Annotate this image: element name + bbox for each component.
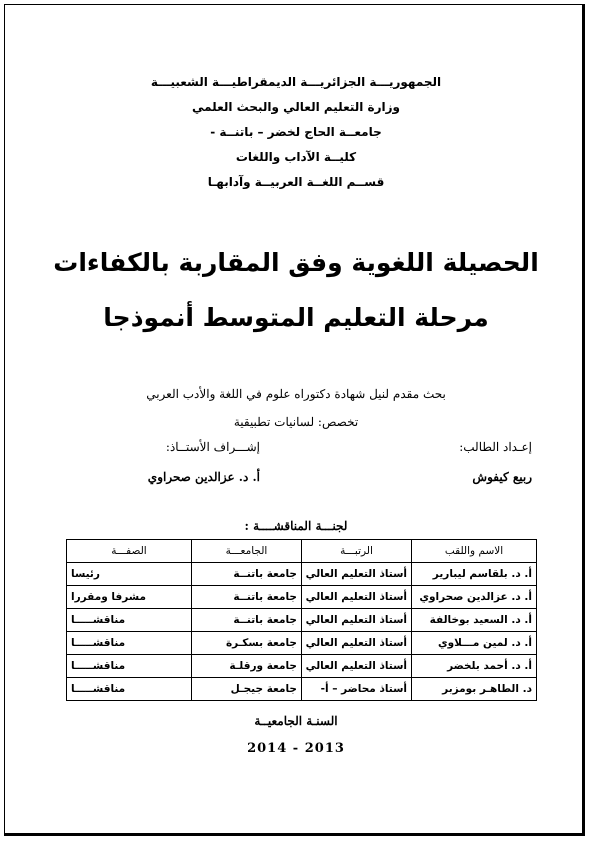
member-university: جامعة جيجـل xyxy=(192,678,302,701)
thesis-specialty: تخصص: لسانيات تطبيقية xyxy=(233,415,359,429)
committee-table xyxy=(66,539,537,701)
title-line-2: مرحلة التعليم المتوسط أنموذجا xyxy=(103,303,489,332)
table-row xyxy=(67,632,537,655)
supervisor-block xyxy=(60,432,260,492)
republic-name: الجمهوريـــة الجزائريـــة الديمقراطيـــة الشعبيـــة xyxy=(150,75,442,89)
university-name: جامعــة الحاج لخضر – باتنــة - xyxy=(210,125,382,139)
column-header: الجامعـــة xyxy=(192,540,302,563)
member-role: مناقشـــــا xyxy=(67,632,192,655)
member-name: أ. د. عزالدين صحراوي xyxy=(412,586,537,609)
member-role: رئيسا xyxy=(67,563,192,586)
table-row xyxy=(67,655,537,678)
supervisor-name: أ. د. عزالدين صحراوي xyxy=(147,470,260,484)
member-rank: أستاذ التعليم العالي xyxy=(302,586,412,609)
thesis-purpose: بحث مقدم لنيل شهادة دكتوراه علوم في اللغة والأدب العربي xyxy=(146,387,446,401)
member-role: مشرفا ومقررا xyxy=(67,586,192,609)
supervisor-label: إشـــراف الأستــاذ: xyxy=(165,440,260,454)
table-row xyxy=(67,586,537,609)
member-university: جامعة باتنــة xyxy=(192,609,302,632)
institution-header xyxy=(0,70,592,195)
member-name: أ. د. السعيد بوخالفة xyxy=(412,609,537,632)
member-role: مناقشـــــا xyxy=(67,678,192,701)
member-name: د. الطاهـر بومزبر xyxy=(412,678,537,701)
member-name: أ. د. بلقاسم ليبارير xyxy=(412,563,537,586)
academic-year-label: السنـة الجامعيــة xyxy=(254,714,338,728)
member-rank: أستاذ التعليم العالي xyxy=(302,609,412,632)
member-name: أ. د. أحمد بلخضر xyxy=(412,655,537,678)
department-name: قســم اللغــة العربيــة وآدابهـا xyxy=(207,175,385,189)
column-header: الصفـــة xyxy=(67,540,192,563)
academic-year-section xyxy=(0,707,592,763)
table-row xyxy=(67,563,537,586)
thesis-title xyxy=(20,235,572,345)
student-block xyxy=(332,432,532,492)
member-university: جامعة بسكـرة xyxy=(192,632,302,655)
column-header: الاسم واللقب xyxy=(412,540,537,563)
committee-title: لجنـــة المناقشــــة : xyxy=(244,519,348,533)
table-row xyxy=(67,678,537,701)
thesis-info xyxy=(0,380,592,436)
faculty-name: كليــة الآداب واللغات xyxy=(235,150,357,164)
member-university: جامعة باتنــة xyxy=(192,563,302,586)
student-label: إعـداد الطالب: xyxy=(459,440,532,454)
member-role: مناقشـــــا xyxy=(67,655,192,678)
table-header-row xyxy=(67,540,537,563)
member-role: مناقشـــــا xyxy=(67,609,192,632)
member-university: جامعة باتنــة xyxy=(192,586,302,609)
ministry-name: وزارة التعليم العالي والبحث العلمي xyxy=(191,100,401,114)
member-rank: أستاذ التعليم العالي xyxy=(302,563,412,586)
member-name: أ. د. لمين مـــلاوي xyxy=(412,632,537,655)
member-rank: أستاذ التعليم العالي xyxy=(302,655,412,678)
academic-year-value: 2014 - 2013 xyxy=(247,741,345,756)
member-rank: أستاذ التعليم العالي xyxy=(302,632,412,655)
student-name: ربيع كيفوش xyxy=(472,470,532,484)
member-university: جامعة ورقلـة xyxy=(192,655,302,678)
table-row xyxy=(67,609,537,632)
column-header: الرتبـــة xyxy=(302,540,412,563)
title-line-1: الحصيلة اللغوية وفق المقاربة بالكفاءات xyxy=(53,248,539,277)
member-rank: أستاذ محاضر – أ- xyxy=(302,678,412,701)
